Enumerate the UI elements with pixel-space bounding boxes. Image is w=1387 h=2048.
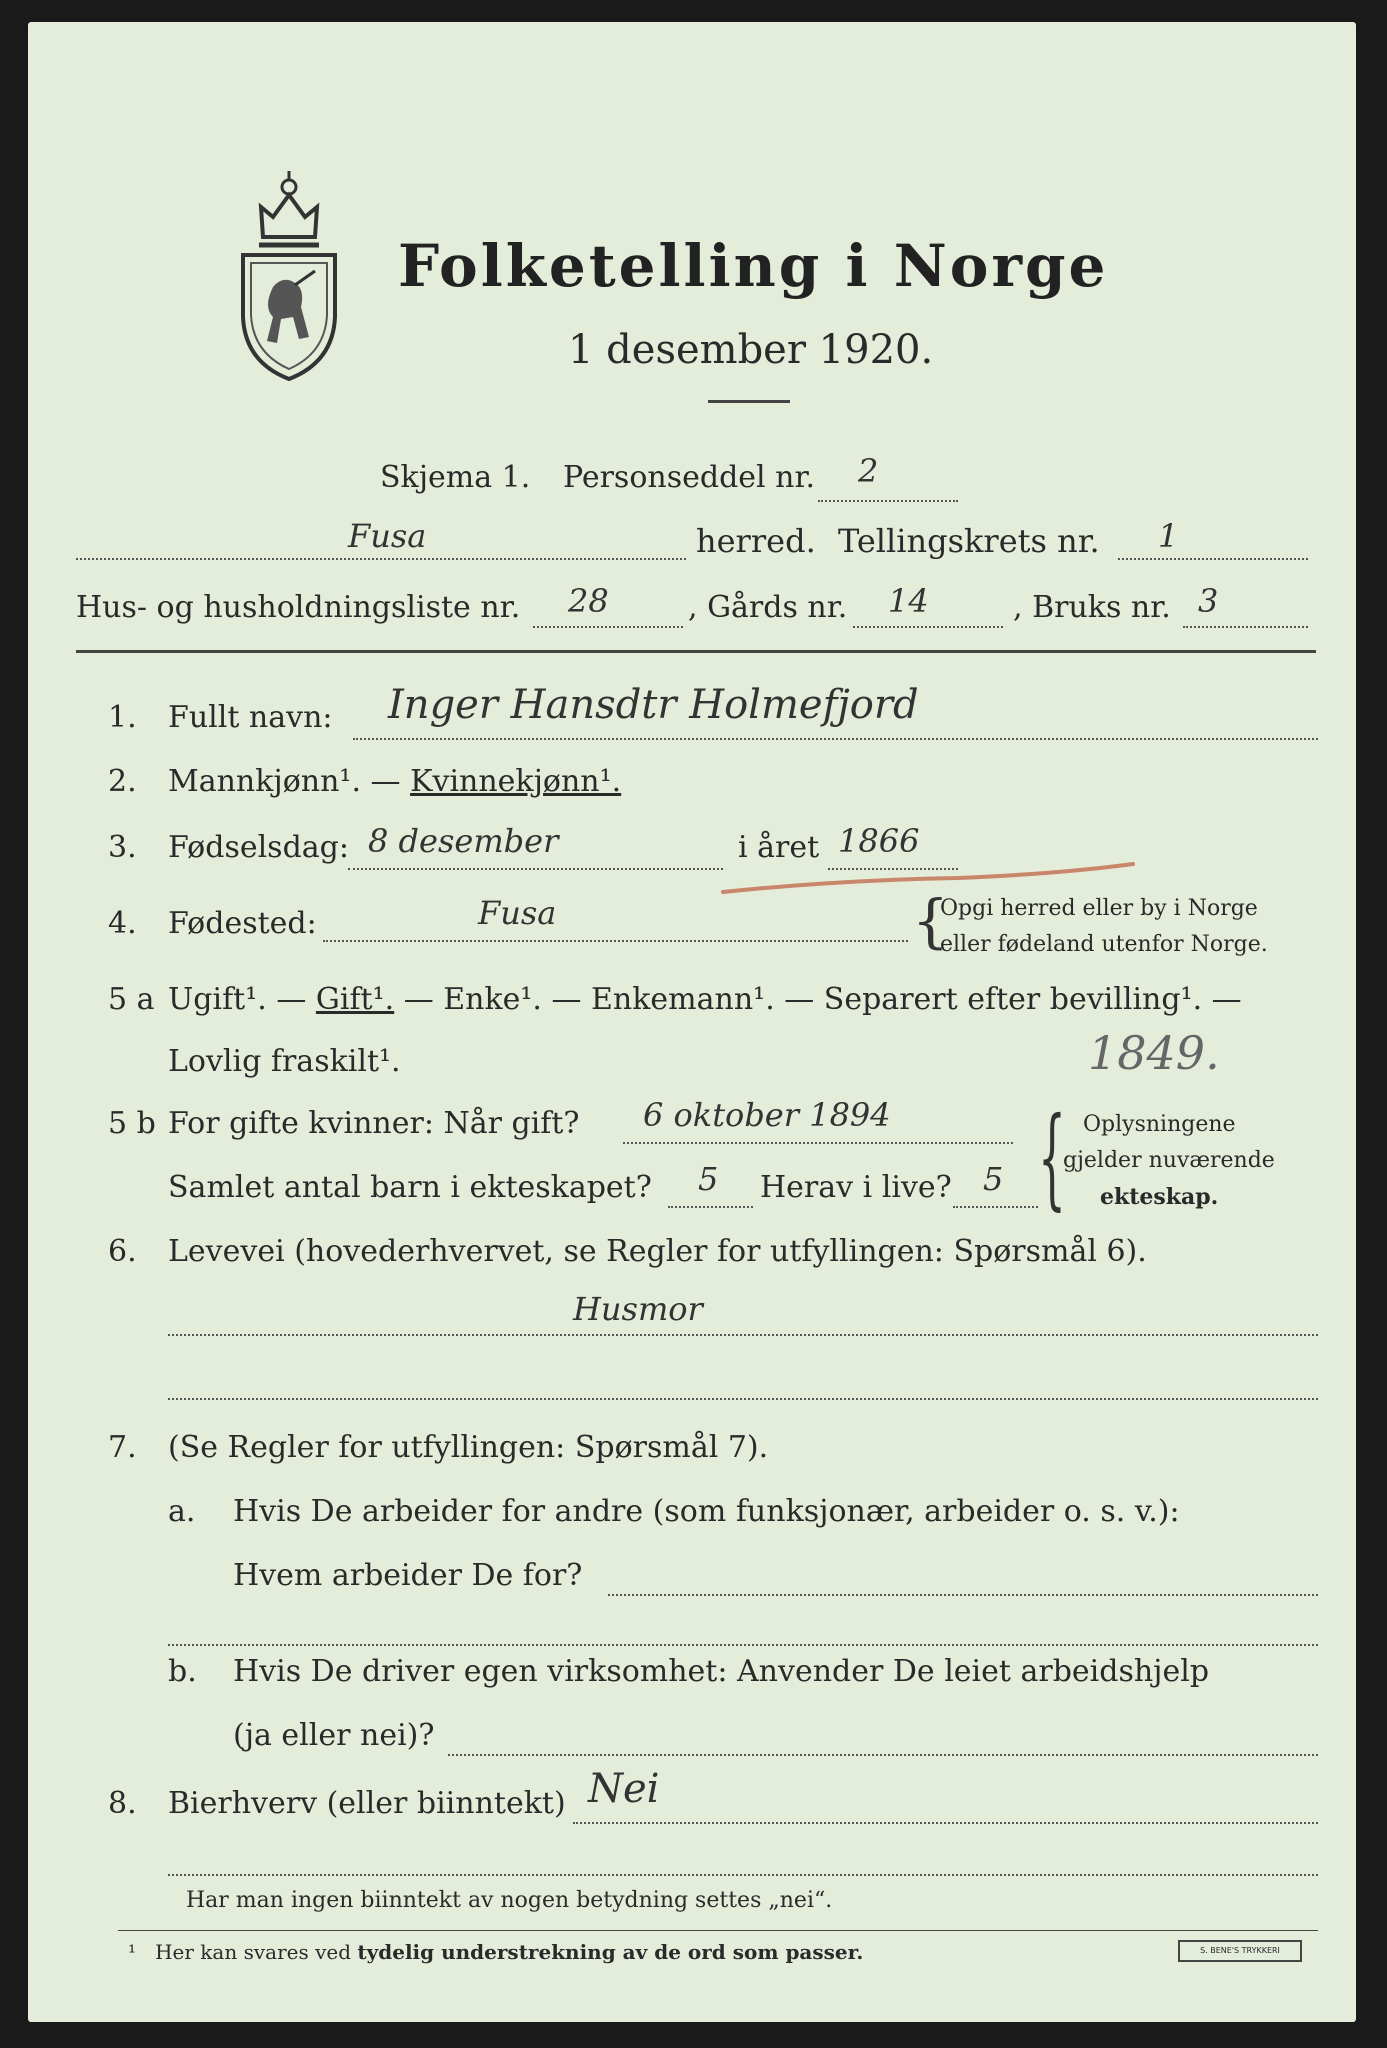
q7b-line2: (ja eller nei)? <box>233 1718 435 1753</box>
q5b-alive-label: Herav i live? <box>760 1170 952 1205</box>
q4-line <box>323 940 908 942</box>
q5b-note-1: Oplysningene <box>1083 1112 1236 1137</box>
personseddel-line <box>818 500 958 502</box>
q8-line-extra <box>168 1874 1318 1876</box>
q5a-married-option: Gift¹. <box>315 982 395 1017</box>
q7-label: (Se Regler for utfyllingen: Spørsmål 7). <box>168 1430 769 1465</box>
personseddel-value: 2 <box>858 452 879 490</box>
q5b-value: 6 oktober 1894 <box>643 1096 891 1134</box>
gards-label: , Gårds nr. <box>688 590 848 625</box>
q6-number: 6. <box>108 1234 137 1269</box>
q4-note-brace: { <box>912 887 949 955</box>
printer-stamp: S. BENE'S TRYKKERI <box>1178 1940 1302 1962</box>
q1-line <box>353 738 1318 740</box>
footnote-text-b: tydelig understrekning av de ord som passer. <box>357 1940 864 1964</box>
q8-label: Bierhverv (eller biinntekt) <box>168 1786 566 1821</box>
herred-label: herred. <box>696 522 816 560</box>
q1-number: 1. <box>108 700 137 735</box>
q5a-line2: Lovlig fraskilt¹. <box>168 1044 401 1079</box>
tellingskrets-label: Tellingskrets nr. <box>838 522 1100 560</box>
census-form-sheet <box>28 22 1356 2022</box>
q7a-line2: Hvem arbeider De for? <box>233 1558 583 1593</box>
census-date: 1 desember 1920. <box>568 327 934 373</box>
page-title: Folketelling i Norge <box>398 232 1109 300</box>
q2-label <box>168 764 621 799</box>
footnote-text-a: Her kan svares ved <box>155 1940 358 1964</box>
bruks-line <box>1183 626 1308 628</box>
q8-value: Nei <box>588 1766 660 1812</box>
q3-value: 8 desember <box>368 822 559 860</box>
q2-male-option: Mannkjønn¹. — <box>168 764 411 799</box>
q5b-note-2: gjelder nuværende <box>1063 1148 1275 1173</box>
header-rule <box>76 650 1316 653</box>
bruks-label: , Bruks nr. <box>1013 590 1171 625</box>
q5b-note-3: ekteskap. <box>1100 1184 1219 1210</box>
q8-line <box>573 1822 1318 1824</box>
gards-line <box>853 626 1003 628</box>
q3-number: 3. <box>108 830 137 865</box>
q5b-alive-line <box>953 1206 1038 1208</box>
q5b-label: For gifte kvinner: Når gift? <box>168 1106 580 1141</box>
footer-note: Har man ingen biinntekt av nogen betydning settes „nei“. <box>186 1888 833 1913</box>
q4-note-1: Opgi herred eller by i Norge <box>940 896 1258 921</box>
q5b-children-label: Samlet antal barn i ekteskapet? <box>168 1170 652 1205</box>
q5b-note-brace: { <box>1038 1093 1066 1221</box>
q1-label: Fullt navn: <box>168 700 333 735</box>
q4-number: 4. <box>108 906 137 941</box>
tellingskrets-value: 1 <box>1158 517 1179 555</box>
q5a-number: 5 a <box>108 982 155 1017</box>
herred-value: Fusa <box>348 517 427 555</box>
q5a-unmarried-option: Ugift¹. — <box>168 982 316 1017</box>
herred-line <box>76 558 686 560</box>
q3-label: Fødselsdag: <box>168 830 349 865</box>
q7b-number: b. <box>168 1654 197 1689</box>
q7a-line1: Hvis De arbeider for andre (som funksjonær, arbeider o. s. v.): <box>233 1494 1180 1529</box>
q4-label: Fødested: <box>168 906 317 941</box>
personseddel-label: Personseddel nr. <box>563 460 816 495</box>
q6-value: Husmor <box>573 1290 703 1328</box>
q4-value: Fusa <box>478 894 557 932</box>
q5b-children-value: 5 <box>698 1160 719 1198</box>
q6-line-2 <box>168 1398 1318 1400</box>
q3-line <box>348 868 723 870</box>
q7-number: 7. <box>108 1430 137 1465</box>
q7b-line <box>448 1754 1318 1756</box>
q3-year-label: i året <box>738 830 820 865</box>
q5b-number: 5 b <box>108 1106 156 1141</box>
footnote <box>128 1940 863 1964</box>
q5b-children-line <box>668 1206 753 1208</box>
q7a-line <box>608 1594 1318 1596</box>
skjema-label: Skjema 1. <box>380 460 531 495</box>
q7a-line-extra <box>168 1644 1318 1646</box>
q6-line-1 <box>168 1334 1318 1336</box>
q6-label: Levevei (hovederhvervet, se Regler for utfyllingen: Spørsmål 6). <box>168 1234 1147 1269</box>
q5a-line1 <box>168 982 1242 1017</box>
footnote-mark: ¹ <box>128 1940 137 1964</box>
husliste-label: Hus- og husholdningsliste nr. <box>76 590 521 625</box>
q8-number: 8. <box>108 1786 137 1821</box>
q2-female-option: Kvinnekjønn¹. <box>410 764 622 799</box>
bruks-value: 3 <box>1198 582 1219 620</box>
husliste-line <box>533 626 683 628</box>
q2-number: 2. <box>108 764 137 799</box>
coat-of-arms-icon <box>233 167 345 382</box>
q5b-alive-value: 5 <box>983 1160 1004 1198</box>
tellingskrets-line <box>1118 558 1308 560</box>
q3-year-value: 1866 <box>838 822 920 860</box>
gards-value: 14 <box>888 582 929 620</box>
q1-value: Inger Hansdtr Holmefjord <box>388 682 919 728</box>
footer-rule <box>118 1930 1318 1931</box>
q4-note-2: eller fødeland utenfor Norge. <box>940 932 1268 957</box>
q5a-other-options: — Enke¹. — Enkemann¹. — Separert efter bevilling¹. — <box>394 982 1242 1017</box>
husliste-value: 28 <box>568 582 609 620</box>
q7b-line1: Hvis De driver egen virksomhet: Anvender De leiet arbeidshjelp <box>233 1654 1210 1689</box>
q7a-number: a. <box>168 1494 196 1529</box>
q5b-line <box>623 1142 1013 1144</box>
title-divider <box>708 400 790 403</box>
q5a-margin-note: 1849. <box>1088 1026 1220 1080</box>
